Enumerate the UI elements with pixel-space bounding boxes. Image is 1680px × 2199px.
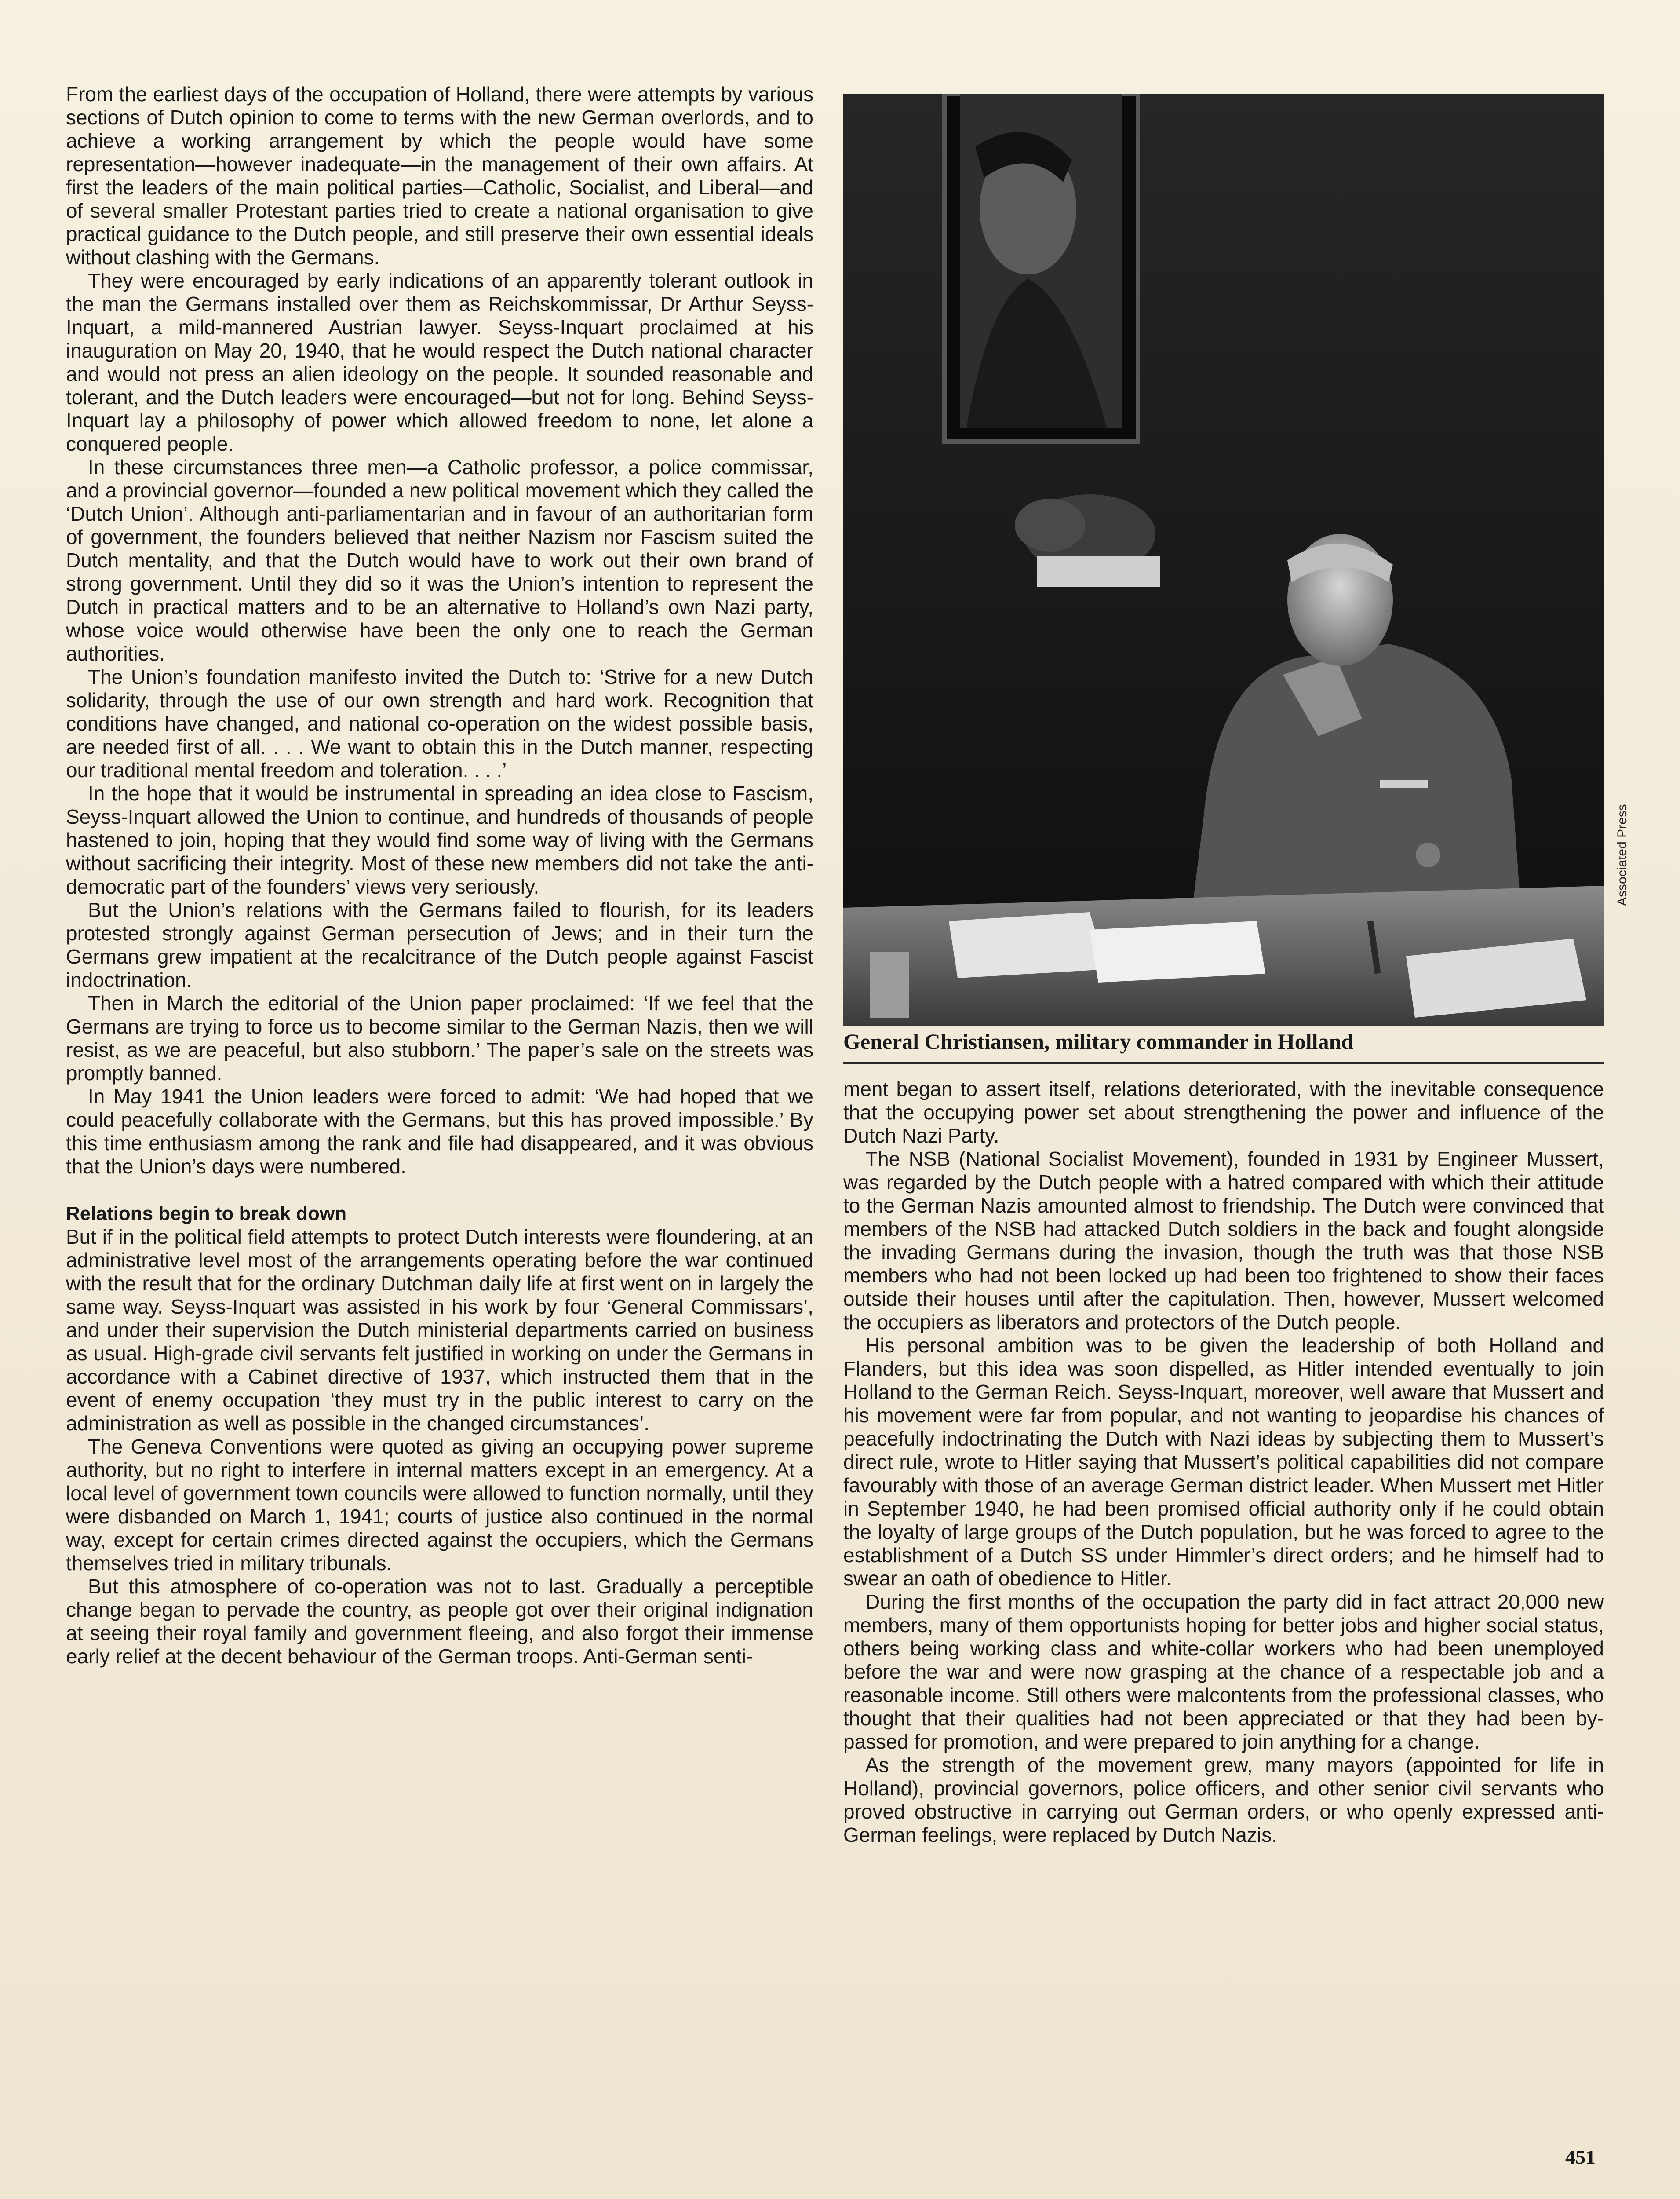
paragraph: The NSB (National Socialist Movement), founded in 1931 by Engineer Mussert, was regarded by the Dutch people with a hatred compared with which their attitude to the German Nazis amounted almost to friendship. The Dutch were convinced that members of the NSB had attacked Dutch soldiers in the back and fought alongside the invading Germans during the invasion, though the truth was that those NSB members who had not been locked up had been too frightened to show their faces outside their houses until after the capitulation. Then, however, Mussert welcomed the occupiers as liberators and protectors of the Dutch people. [843, 1147, 1604, 1333]
paragraph: The Geneva Conventions were quoted as giving an occupying power supreme authority, but no right to interfere in internal matters except in an emergency. At a local level of government town councils were allowed to function normally, until they were disbanded on March 1, 1941; courts of justice also continued in the normal way, except for certain crimes directed against the occupiers, which the Germans themselves tried in military tribunals. [66, 1435, 813, 1574]
photo-caption: General Christiansen, military commander in Holland [843, 1029, 1354, 1054]
paragraph: During the first months of the occupation the party did in fact attract 20,000 new members, many of them opportunists hoping for better jobs and higher social status, others being working class and white-collar workers who had been unemployed before the war and were now grasping at the chance of a respectable job and a reasonable income. Still others were malcontents from the professional classes, who thought that their qualities had not been appreciated or that they had been by-passed for promotion, and were prepared to join anything for a change. [843, 1590, 1604, 1753]
paragraph: From the earliest days of the occupation of Holland, there were attempts by various sections of Dutch opinion to come to terms with the new German overlords, and to achieve a working arrangement by which the people would have some representation—however inadequate—in the management of their own affairs. At first the leaders of the main political parties—Catholic, Socialist, and Liberal—and of several smaller Protestant parties tried to create a national organisation to give practical guidance to the Dutch people, and still preserve their own essential ideals without clashing with the Germans. [66, 83, 813, 269]
paragraph: As the strength of the movement grew, many mayors (appointed for life in Holland), provincial governors, police officers, and other senior civil servants who proved obstructive in carrying out German orders, or who openly expressed anti-German feelings, were replaced by Dutch Nazis. [843, 1753, 1604, 1846]
right-column [843, 1078, 1604, 1847]
paragraph: His personal ambition was to be given the leadership of both Holland and Flanders, but this idea was soon dispelled, as Hitler intended eventually to join Holland to the German Reich. Seyss-Inquart, moreover, well aware that Mussert and his movement were far from popular, and not wanting to jeopardise his chances of peacefully indoctrinating the Dutch with Nazi ideas by subjecting them to Mussert’s direct rule, wrote to Hitler saying that Mussert’s political capabilities did not compare favourably with those of an average German district leader. When Mussert met Hitler in September 1940, he had been promised official authority only if he could obtain the loyalty of large groups of the Dutch population, but he was forced to agree to the establishment of a Dutch SS under Himmler’s direct orders; and he himself had to swear an oath of obedience to Hitler. [843, 1334, 1604, 1590]
paragraph: In these circumstances three men—a Catholic professor, a police commissar, and a provincial governor—founded a new political movement which they called the ‘Dutch Union’. Although anti-parliamentarian and in favour of an authoritarian form of government, the founders believed that neither Nazism nor Fascism suited the Dutch mentality, and that the Dutch would have to work out their own brand of strong government. Until they did so it was the Union’s intention to represent the Dutch in practical matters and to be an alternative to Holland’s own Nazi party, whose voice would otherwise have been the only one to reach the German authorities. [66, 456, 813, 665]
paragraph: But the Union’s relations with the Germans failed to flourish, for its leaders protested strongly against German persecution of Jews; and in their turn the Germans grew impatient at the recalcitrance of the Dutch people against Fascist indoctrination. [66, 899, 813, 991]
paragraph: They were encouraged by early indications of an apparently tolerant outlook in the man the Germans installed over them as Reichskommissar, Dr Arthur Seyss-Inquart, a mild-mannered Austrian lawyer. Seyss-Inquart proclaimed at his inauguration on May 20, 1940, that he would respect the Dutch national character and would not press an alien ideology on the people. It sounded reasonable and tolerant, and the Dutch leaders were encouraged—but not for long. Behind Seyss-Inquart lay a philosophy of power which allowed freedom to none, let alone a conquered people. [66, 269, 813, 455]
paragraph: In the hope that it would be instrumental in spreading an idea close to Fascism, Seyss-Inquart allowed the Union to continue, and hundreds of thousands of people hastened to join, hoping that they would find some way of living with the Germans without sacrificing their integrity. Most of these new members did not take the anti-democratic part of the founders’ views very seriously. [66, 782, 813, 898]
caption-divider [843, 1062, 1604, 1064]
paragraph: Then in March the editorial of the Union paper proclaimed: ‘If we feel that the Germans are trying to force us to become similar to the German Nazis, then we will resist, as we are peaceful, but also stubborn.’ The paper’s sale on the streets was promptly banned. [66, 992, 813, 1085]
paragraph: In May 1941 the Union leaders were forced to admit: ‘We had hoped that we could peacefully collaborate with the Germans, but this has proved impossible.’ By this time enthusiasm among the rank and file had disappeared, and it was obvious that the Union’s days were numbered. [66, 1085, 813, 1178]
photo-credit: Associated Press [1615, 804, 1629, 906]
left-column [66, 83, 813, 1668]
photograph [843, 94, 1604, 1026]
paragraph: ment began to assert itself, relations deteriorated, with the inevitable consequence that the occupying power set about strengthening the power and influence of the Dutch Nazi Party. [843, 1078, 1604, 1147]
section-subheading: Relations begin to break down [66, 1203, 347, 1224]
paragraph: The Union’s foundation manifesto invited the Dutch to: ‘Strive for a new Dutch solidarity, through the use of our own strength and hard work. Recognition that conditions have changed, and national co-operation on the widest possible basis, are needed first of all. . . . We want to obtain this in the Dutch manner, respecting our traditional mental freedom and toleration. . . .’ [66, 665, 813, 782]
page-number: 451 [1565, 2146, 1596, 2168]
paragraph: But this atmosphere of co-operation was not to last. Gradually a perceptible change began to pervade the country, as people got over their original indignation at seeing their royal family and government fleeing, and also forgot their immense early relief at the decent behaviour of the German troops. Anti-German senti- [66, 1575, 813, 1668]
paragraph: But if in the political field attempts to protect Dutch interests were floundering, at an administrative level most of the arrangements operating before the war continued with the result that for the ordinary Dutchman daily life at first went on in largely the same way. Seyss-Inquart was assisted in his work by four ‘General Commissars’, and under their supervision the Dutch ministerial departments carried on business as usual. High-grade civil servants felt justified in working on under the Germans in accordance with a Cabinet directive of 1937, which instructed them that in the event of enemy occupation ‘they must try in the public interest to carry on the administration as well as possible in the changed circumstances’. [66, 1225, 813, 1435]
